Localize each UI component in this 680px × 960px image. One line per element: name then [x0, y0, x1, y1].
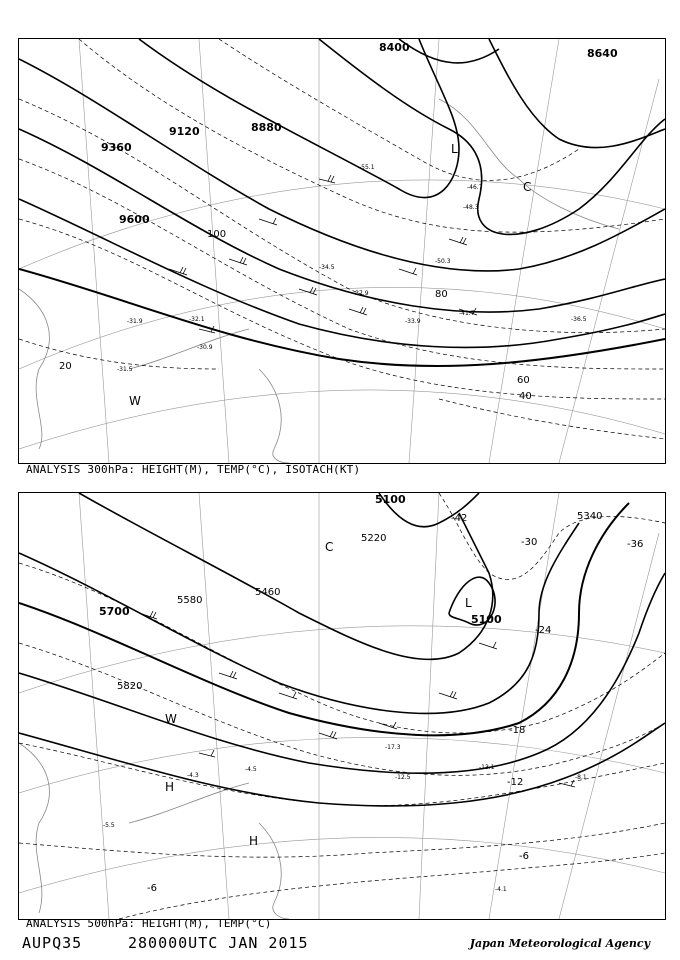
temp-label: -32.1: [189, 316, 205, 323]
isotach-label-20: 20: [59, 361, 72, 372]
warm-center-symbol: W: [165, 712, 177, 726]
low-pressure-symbol: L: [451, 142, 458, 156]
isotach-label-40: 40: [519, 391, 532, 402]
high-pressure-symbol-south: H: [249, 834, 259, 848]
isotherms: [19, 39, 665, 439]
isotherms: [19, 493, 665, 919]
station-label: -4.5: [245, 766, 257, 773]
height-label-5100: 5100: [375, 493, 406, 506]
height-label-8640: 8640: [587, 47, 618, 60]
temp-label-m36: -36: [627, 539, 644, 550]
temp-label: -34.5: [319, 264, 335, 271]
temp-label-m18: -18: [509, 725, 526, 736]
height-contours: [19, 493, 665, 806]
isotach-label-100: 100: [207, 229, 227, 240]
caption-300hpa: ANALYSIS 300hPa: HEIGHT(M), TEMP(°C), ISOTACH(KT): [26, 463, 361, 476]
temp-label: -37.9: [353, 290, 369, 297]
height-label-5580: 5580: [177, 595, 203, 606]
height-label-5820: 5820: [117, 681, 143, 692]
temp-label: -31.9: [127, 318, 143, 325]
height-label-8880: 8880: [251, 121, 282, 134]
station-label: -5.5: [103, 822, 115, 829]
map-500hpa: [18, 492, 666, 920]
temp-label: -41.7: [459, 310, 475, 317]
temp-label: -31.5: [117, 366, 133, 373]
cold-center-symbol: C: [325, 540, 334, 554]
height-label-5100-low: 5100: [471, 613, 502, 626]
height-label-5220: 5220: [361, 533, 387, 544]
height-label-9360: 9360: [101, 141, 132, 154]
station-label: -8.1: [575, 774, 587, 781]
caption-500hpa: ANALYSIS 500hPa: HEIGHT(M), TEMP(°C): [26, 917, 272, 930]
height-label-5700: 5700: [99, 605, 130, 618]
wind-barbs: [169, 175, 477, 333]
station-label: -4.3: [187, 772, 199, 779]
height-label-9600: 9600: [119, 213, 150, 226]
map-300hpa: [18, 38, 666, 464]
temp-label: -50.3: [435, 258, 451, 265]
map-500hpa-canvas: [19, 493, 665, 919]
agency-name: Japan Meteorological Agency: [469, 937, 650, 950]
isotach-label-80: 80: [435, 289, 448, 300]
temp-label: -33.9: [405, 318, 421, 325]
high-pressure-symbol: H: [165, 780, 175, 794]
temp-label: -36.5: [571, 316, 587, 323]
height-label-5460: 5460: [255, 587, 281, 598]
temp-label: -46.7: [467, 184, 483, 191]
temp-label: -48.3: [463, 204, 479, 211]
station-label: -13.1: [479, 764, 495, 771]
low-pressure-symbol: L: [465, 596, 472, 610]
wind-barbs: [139, 611, 575, 787]
station-label: -4.1: [495, 886, 507, 893]
temp-label-m30: -30: [521, 537, 538, 548]
temp-label-m6: -6: [519, 851, 529, 862]
temp-label-m6-west: -6: [147, 883, 157, 894]
temp-label-m24: -24: [535, 625, 552, 636]
cold-center-symbol: C: [523, 180, 532, 194]
map-300hpa-canvas: [19, 39, 665, 463]
warm-center-symbol: W: [129, 394, 141, 408]
height-label-8400: 8400: [379, 41, 410, 54]
station-label: -17.3: [385, 744, 401, 751]
temp-label-m12: -12: [507, 777, 524, 788]
temp-label: -55.1: [359, 164, 375, 171]
height-label-5340: 5340: [577, 511, 603, 522]
graticule: [19, 39, 665, 463]
isotach-label-60: 60: [517, 375, 530, 386]
analysis-time: 280000UTC JAN 2015: [128, 934, 309, 952]
height-label-9120: 9120: [169, 125, 200, 138]
chart-code: AUPQ35: [22, 934, 83, 952]
station-label: -12.5: [395, 774, 411, 781]
temp-label: -30.9: [197, 344, 213, 351]
temp-label-m42: -42: [451, 513, 468, 524]
